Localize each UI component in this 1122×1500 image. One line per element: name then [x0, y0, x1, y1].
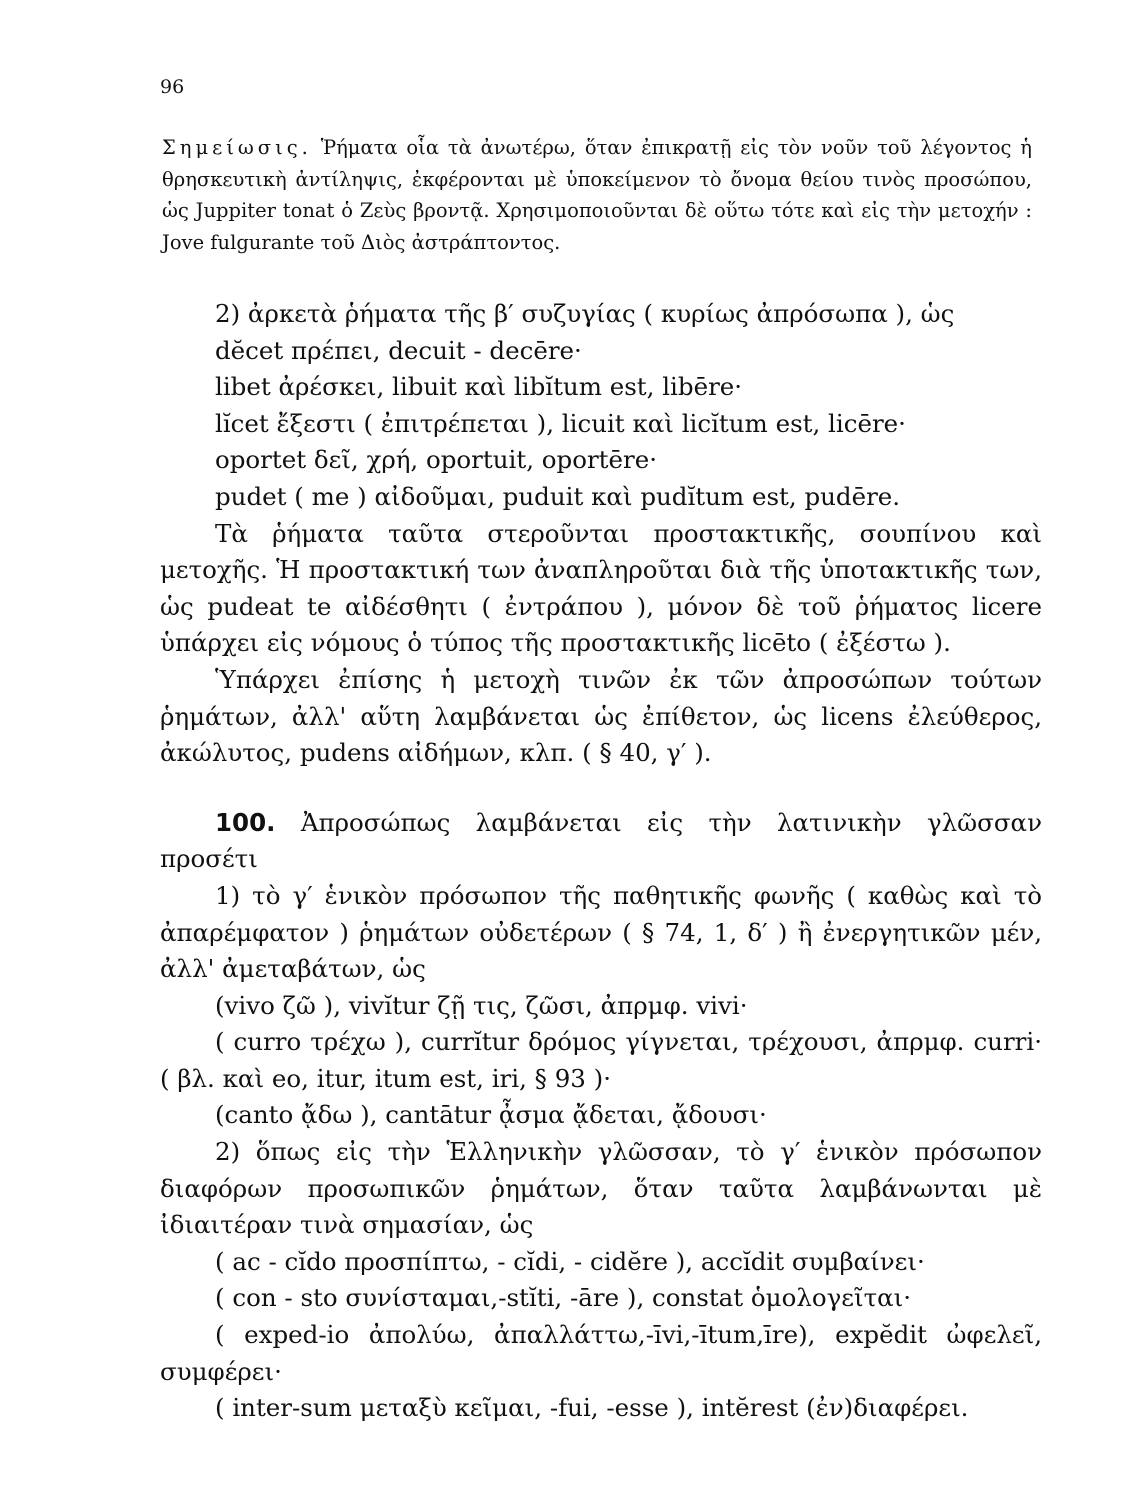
main-text	[160, 296, 1042, 1427]
section100-item-2: 2) ὅπως εἰς τὴν Ἑλληνικὴν γλῶσσαν, τὸ γ′ ἑνικὸν πρόσωπον διαφόρων προσωπικῶν ῥημάτων, ὅταν ταῦτα λαμβάνωνται μὲ ἰδιαιτέραν τινὰ σημασίαν, ὡς	[160, 1137, 1042, 1240]
note-block	[162, 132, 1032, 258]
verb-line: oportet δεῖ, χρή, oportuit, oportēre·	[215, 445, 658, 475]
verb-line: pudet ( me ) αἰδοῦμαι, puduit καὶ pudĭtum est, pudēre.	[215, 481, 901, 511]
page-number: 96	[160, 76, 185, 98]
note-label: Σημείωσις.	[162, 136, 312, 159]
example-line: ( inter-sum μεταξὺ κεῖμαι, -fui, -esse ), intĕrest (ἐν)διαφέρει.	[215, 1393, 969, 1423]
verb-line: lĭcet ἔξεστι ( ἐπιτρέπεται ), licuit καὶ licĭtum est, licēre·	[215, 408, 906, 438]
section2-paragraph-1: Τὰ ῥήματα ταῦτα στεροῦνται προστακτικῆς, σουπίνου καὶ μετοχῆς. Ἡ προστακτική των ἀναπληροῦται διὰ τῆς ὑποτακτικῆς των, ὡς pudeat te αἰδέσθητι ( ἐντράπου ), μόνον δὲ τοῦ ῥήματος licere ὑπάρχει εἰς νόμους ὁ τύπος τῆς προστακτικῆς licēto ( ἐξέστω ).	[160, 518, 1042, 658]
section-gap	[160, 772, 1042, 805]
verb-line: libet ἀρέσκει, libuit καὶ libĭtum est, libēre·	[215, 372, 743, 402]
section2-intro: 2) ἀρκετὰ ῥήματα τῆς β′ συζυγίας ( κυρίως ἀπρόσωπα ), ὡς	[215, 299, 955, 328]
section-number: 100.	[215, 807, 276, 837]
section-heading-text: Ἀπροσώπως λαμβάνεται εἰς τὴν λατινικὴν γλῶσσαν προσέτι	[160, 807, 1042, 874]
note-text: Ῥήματα οἷα τὰ ἀνωτέρω, ὅταν ἐπικρατῇ εἰς τὸν νοῦν τοῦ λέγοντος ἡ θρησκευτικὴ ἀντίληψις, ἐκφέρονται μὲ ὑποκείμενον τὸ ὄνομα θείου τινὸς προσώπου, ὡς Juppiter tonat ὁ Ζεὺς βροντᾷ. Χρησιμοποιοῦνται δὲ οὕτω τότε καὶ εἰς τὴν μετοχήν : Jove fulgurante τοῦ Διὸς ἀστράπτοντος.	[162, 136, 1032, 254]
example-line: ( ac - cĭdo προσπίπτω, - cĭdi, - cidĕre ), accĭdit συμβαίνει·	[215, 1246, 925, 1276]
example-line: ( curro τρέχω ), currĭtur δρόμος γίγνεται, τρέχουσι, ἀπρμφ. curri· ( βλ. καὶ eo, itur, itum est, iri, § 93 )·	[160, 1027, 1042, 1093]
example-line: ( exped-io ἀπολύω, ἀπαλλάττω,-īvi,-ītum,īre), expĕdit ὠφελεῖ, συμφέρει·	[160, 1320, 1042, 1386]
section100-item-1: 1) τὸ γ′ ἑνικὸν πρόσωπον τῆς παθητικῆς φωνῆς ( καθὼς καὶ τὸ ἀπαρέμφατον ) ῥημάτων οὐδετέρων ( § 74, 1, δ′ ) ἢ ἐνεργητικῶν μέν, ἀλλ' ἀμεταβάτων, ὡς	[160, 880, 1042, 984]
example-line: (vivo ζῶ ), vivĭtur ζῇ τις, ζῶσι, ἀπρμφ. vivi·	[215, 990, 748, 1020]
verb-line: dĕcet πρέπει, decuit - decēre·	[215, 335, 582, 365]
section100-heading	[160, 805, 1042, 878]
example-line: (canto ᾄδω ), cantātur ᾆσμα ᾄδεται, ᾄδουσι·	[215, 1100, 767, 1130]
section2-paragraph-2: Ὑπάρχει ἐπίσης ἡ μετοχὴ τινῶν ἐκ τῶν ἀπροσώπων τούτων ῥημάτων, ἀλλ' αὕτη λαμβάνεται ὡς ἐπίθετον, ὡς licens ἐλεύθερος, ἀκώλυτος, pudens αἰδήμων, κλπ. ( § 40, γ′ ).	[160, 664, 1042, 768]
note-paragraph	[162, 132, 1032, 258]
example-line: ( con - sto συνίσταμαι,-stĭti, -āre ), constat ὁμολογεῖται·	[215, 1283, 912, 1313]
